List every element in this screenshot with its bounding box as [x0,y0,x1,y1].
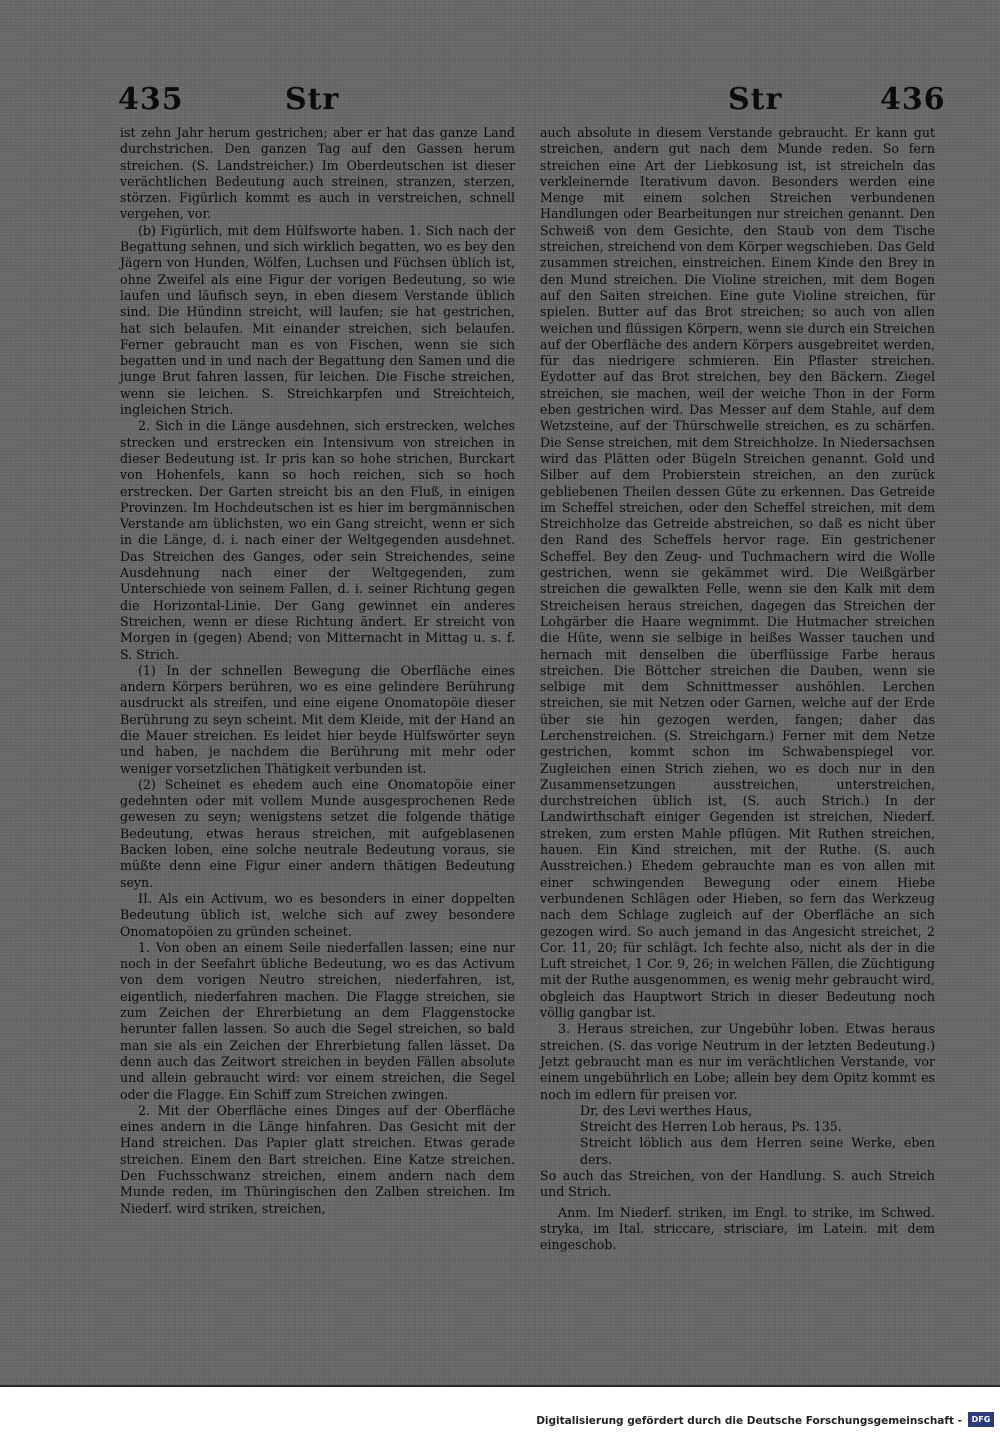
annotation-paragraph: Anm. Im Niederf. striken, im Engl. to strike, im Schwed. stryka, im Ital. striccare, strisciare, im Latein. mit dem eingeschob. [540,1204,935,1253]
verse-line: Streicht löblich aus dem Herren seine Werke, eben ders. [580,1135,935,1167]
right-column [540,125,935,1253]
paragraph: 1. Von oben an einem Seile niederfallen lassen; eine nur noch in der Seefahrt übliche Bedeutung, wo es das Activum von dem vorigen Neutro streichen, niederfahren, ist, eigentlich, niederfahren machen. Die Flagge streichen, sie zum Zeichen der Ehrerbietung an dem Flaggenstocke herunter fallen lassen. So auch die Segel streichen, so bald man sie als ein Zeichen der Ehrerbietung fallen lässet. Da denn auch das Zeitwort streichen in beyden Fällen absolute und allein gebraucht wird: vor einem streichen, die Segel oder die Flagge. Ein Schiff zum Streichen zwingen. [120,939,515,1102]
dfg-logo: DFG [968,1412,994,1427]
paragraph: (2) Scheinet es ehedem auch eine Onomatopöie einer gedehnten oder mit vollem Munde ausgesprochenen Rede gewesen zu seyn; wenigstens setzet die folgende thätige Bedeutung, etwas heraus streichen, mit aufgeblasenen Backen loben, eine solche neutrale Bedeutung voraus, sie müßte denn eine Figur einer andern thätigen Bedeutung seyn. [120,776,515,890]
page-number-left: 435 [118,82,184,117]
paragraph: So auch das Streichen, von der Handlung. S. auch Streich und Strich. [540,1168,935,1200]
paragraph: auch absolute in diesem Verstande gebraucht. Er kann gut streichen, andern gut nach dem Munde reden. So fern streichen eine Art der Liebkosung ist, ist streicheln das verkleinernde Iterativum davon. Besonders werden eine Menge mit einem solchen Streichen verbundenen Handlungen oder Bearbeitungen nur streichen genannt. Den Schweiß von dem Gesichte, den Staub von dem Tische streichen, streichend von dem Körper wegschieben. Das Geld zusammen streichen, einstreichen. Einem Kinde den Brey in den Mund streichen. Die Violine streichen, mit dem Bogen auf den Saiten streichen. Eine gute Violine streichen, für spielen. Butter auf das Brot streichen; so auch von allen weichen und flüssigen Körpern, wenn sie durch ein Streichen auf der Oberfläche des andern Körpers ausgebreitet werden, für das niedrigere schmieren. Ein Pflaster streichen. Eydotter auf das Brot streichen, bey den Bäckern. Ziegel streichen, sie machen, weil der weiche Thon in der Form eben gestrichen wird. Das Messer auf dem Stahle, auf dem Wetzsteine, auf der Thürschwelle streichen, es zu schärfen. Die Sense streichen, mit dem Streichholze. In Niedersachsen wird das Plätten oder Bügeln Streichen genannt. Gold und Silber auf dem Probierstein streichen, an den zurück gebliebenen Theilen dessen Güte zu erkennen. Das Getreide im Scheffel streichen, oder den Scheffel streichen, mit dem Streichholze das Getreide abstreichen, so daß es nicht über den Rand des Scheffels hervor rage. Ein gestrichener Scheffel. Bey den Zeug- und Tuchmachern wird die Wolle gestrichen, wenn sie gekämmet wird. Die Weißgärber streichen die gewalkten Felle, wenn sie den Kalk mit dem Streicheisen heraus streichen, dagegen das Streichen der Lohgärber die Haare wegnimmt. Die Hutmacher streichen die Hüte, wenn sie selbige in heißes Wasser tauchen und hernach mit denselben die überflüssige Farbe heraus streichen. Die Böttcher streichen die Dauben, wenn sie selbige mit dem Schnittmesser aushöhlen. Lerchen streichen, sie mit Netzen oder Garnen, welche auf der Erde über sie hin gezogen werden, fangen; daher das Lerchenstreichen. (S. Streichgarn.) Ferner mit dem Netze gestrichen, kommt schon im Schwabenspiegel vor. Zugleichen einen Strich ziehen, wo es doch nur in den Zusammensetzungen ausstreichen, unterstreichen, durchstreichen üblich ist, (S. auch Strich.) In der Landwirthschaft einiger Gegenden ist streichen, Niederf. streken, zum ersten Mahle pflügen. Mit Ruthen streichen, hauen. Ein Kind streichen, mit der Ruthe. (S. auch Ausstreichen.) Ehedem gebrauchte man es von allen mit einer schwingenden Bewegung oder einem Hiebe verbundenen Schlägen oder Hieben, so fern das Werkzeug nach dem Schlage zugleich auf der Oberfläche an sich gezogen wird. So auch jemand in das Angesicht streichet, 2 Cor. 11, 20; für schlägt. Ich fechte also, nicht als der in die Luft streichet, 1 Cor. 9, 26; in welchen Fällen, die Züchtigung mit der Ruthe ausgenommen, es wenig mehr gebraucht wird, obgleich das Hauptwort Strich in dieser Bedeutung noch völlig gangbar ist. [540,125,935,1021]
page-number-right: 436 [880,82,946,117]
verse-line: Dr, des Levi werthes Haus, [580,1102,753,1118]
footer-bar [0,1387,1000,1432]
funding-credit: Digitalisierung gefördert durch die Deutsche Forschungsgemeinschaft - [536,1415,962,1427]
paragraph: II. Als ein Activum, wo es besonders in einer doppelten Bedeutung üblich ist, welche sich auf zwey besondere Onomatopöien zu gründen scheinet. [120,890,515,939]
left-column [120,125,515,1215]
paragraph: ist zehn Jahr herum gestrichen; aber er hat das ganze Land durchstrichen. Den ganzen Tag auf den Gassen herum streichen. (S. Landstreicher.) Im Oberdeutschen ist dieser verächtlichen Bedeutung auch streinen, stranzen, sterzen, störzen. Figürlich kommt es auch in verstreichen, schnell vergehen, vor. [120,125,515,222]
verse-line: Streicht des Herren Lob heraus, Ps. 135. [580,1119,842,1135]
running-head-left: Str [285,82,340,117]
running-head-right: Str [728,82,783,117]
paragraph: (1) In der schnellen Bewegung die Oberfläche eines andern Körpers berühren, wo es eine gelindere Berührung ausdruckt als streifen, und eine eigene Onomatopöie dieser Berührung zu seyn scheint. Mit dem Kleide, mit der Hand an die Mauer streichen. Es leidet hier beyde Hülfswörter seyn und haben, je nachdem die Berührung mit mehr oder weniger vorsetzlichen Thätigkeit verbunden ist. [120,662,515,776]
paragraph: 2. Sich in die Länge ausdehnen, sich erstrecken, welches strecken und erstrecken ein Intensivum von streichen in dieser Bedeutung ist. Ir pris kan so hohe strichen, Burckart von Hohenfels, kann so hoch reichen, sich so hoch erstrecken. Der Garten streicht bis an den Fluß, in einigen Provinzen. Im Hochdeutschen ist es hier im bergmännischen Verstande am üblichsten, wo ein Gang streicht, wenn er sich in die Länge, d. i. nach einer der Weltgegenden ausdehnet. Das Streichen des Ganges, oder sein Streichendes, seine Ausdehnung nach einer der Weltgegenden, zum Unterschiede von seinem Fallen, d. i. seiner Richtung gegen die Horizontal-Linie. Der Gang gewinnet ein anderes Streichen, wenn er diese Richtung ändert. Er streicht von Morgen in (gegen) Abend; von Mitternacht in Mittag u. s. f. S. Strich. [120,418,515,662]
paragraph: 2. Mit der Oberfläche eines Dinges auf der Oberfläche eines andern in die Länge hinfahren. Das Gesicht mit der Hand streichen. Das Papier glatt streichen. Etwas gerade streichen. Einem den Bart streichen. Eine Katze streichen. Den Fuchsschwanz streichen, einem andern nach dem Munde reden, im Thüringischen den Zalben streichen. Im Niederf. wird striken, streichen, [120,1102,515,1216]
paragraph: 3. Heraus streichen, zur Ungebühr loben. Etwas heraus streichen. (S. das vorige Neutrum in der letzten Bedeutung.) Jetzt gebraucht man es nur im verächtlichen Verstande, vor einem ungebührlich en Lobe; allein bey dem Opitz kommt es noch im edlern für preisen vor. [540,1021,935,1102]
paragraph: (b) Figürlich, mit dem Hülfsworte haben. 1. Sich nach der Begattung sehnen, und sich wirklich begatten, wo es bey den Jägern von Hunden, Wölfen, Luchsen und Füchsen üblich ist, ohne Zweifel als eine Figur der vorigen Bedeutung, so wie laufen und läufisch seyn, in eben diesem Verstande üblich sind. Die Hündinn streicht, will laufen; sie hat gestrichen, hat sich belaufen. Mit einander streichen, sich belaufen. Ferner gebraucht man es von Fischen, wenn sie sich begatten und in und nach der Begattung den Samen und die junge Brut fahren lassen, für leichen. Die Fische streichen, wenn sie leichen. S. Streichkarpfen und Streichteich, ingleichen Strich. [120,222,515,418]
